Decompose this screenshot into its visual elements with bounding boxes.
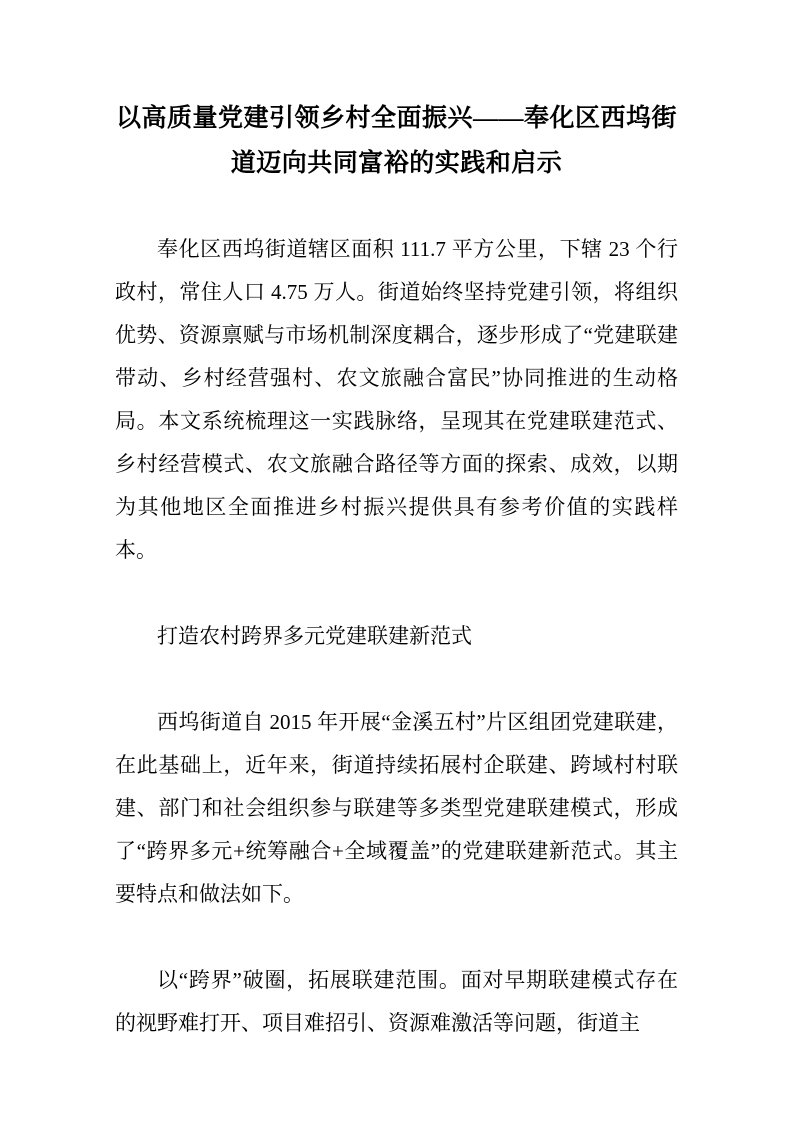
paragraph-crossover: 以“跨界”破圈，拓展联建范围。面对早期联建模式存在的视野难打开、项目难招引、资源难激活等问题，街道主 <box>115 968 678 1035</box>
section-heading: 打造农村跨界多元党建联建新范式 <box>157 624 472 648</box>
paragraph-party-building: 西坞街道自 2015 年开展“金溪五村”片区组团党建联建，在此基础上，近年来，街道持续拓展村企联建、跨域村村联建、部门和社会组织参与联建等多类型党建联建模式，形成了“跨界多元+统筹融合+全域覆盖”的党建联建新范式。其主要特点和做法如下。 <box>115 710 678 906</box>
document-title-line-2: 道迈向共同富裕的实践和启示 <box>230 150 563 177</box>
paragraph-intro: 奉化区西坞街道辖区面积 111.7 平方公里，下辖 23 个行政村，常住人口 4.75 万人。街道始终坚持党建引领，将组织优势、资源禀赋与市场机制深度耦合，逐步形成了“党建联建带动、乡村经营强村、农文旅融合富民”协同推进的生动格局。本文系统梳理这一实践脉络，呈现其在党建联建范式、乡村经营模式、农文旅融合路径等方面的探索、成效，以期为其他地区全面推进乡村振兴提供具有参考价值的实践样本。 <box>115 237 678 562</box>
document-title <box>115 96 678 186</box>
document-title-line-1: 以高质量党建引领乡村全面振兴——奉化区西坞街 <box>115 105 677 132</box>
